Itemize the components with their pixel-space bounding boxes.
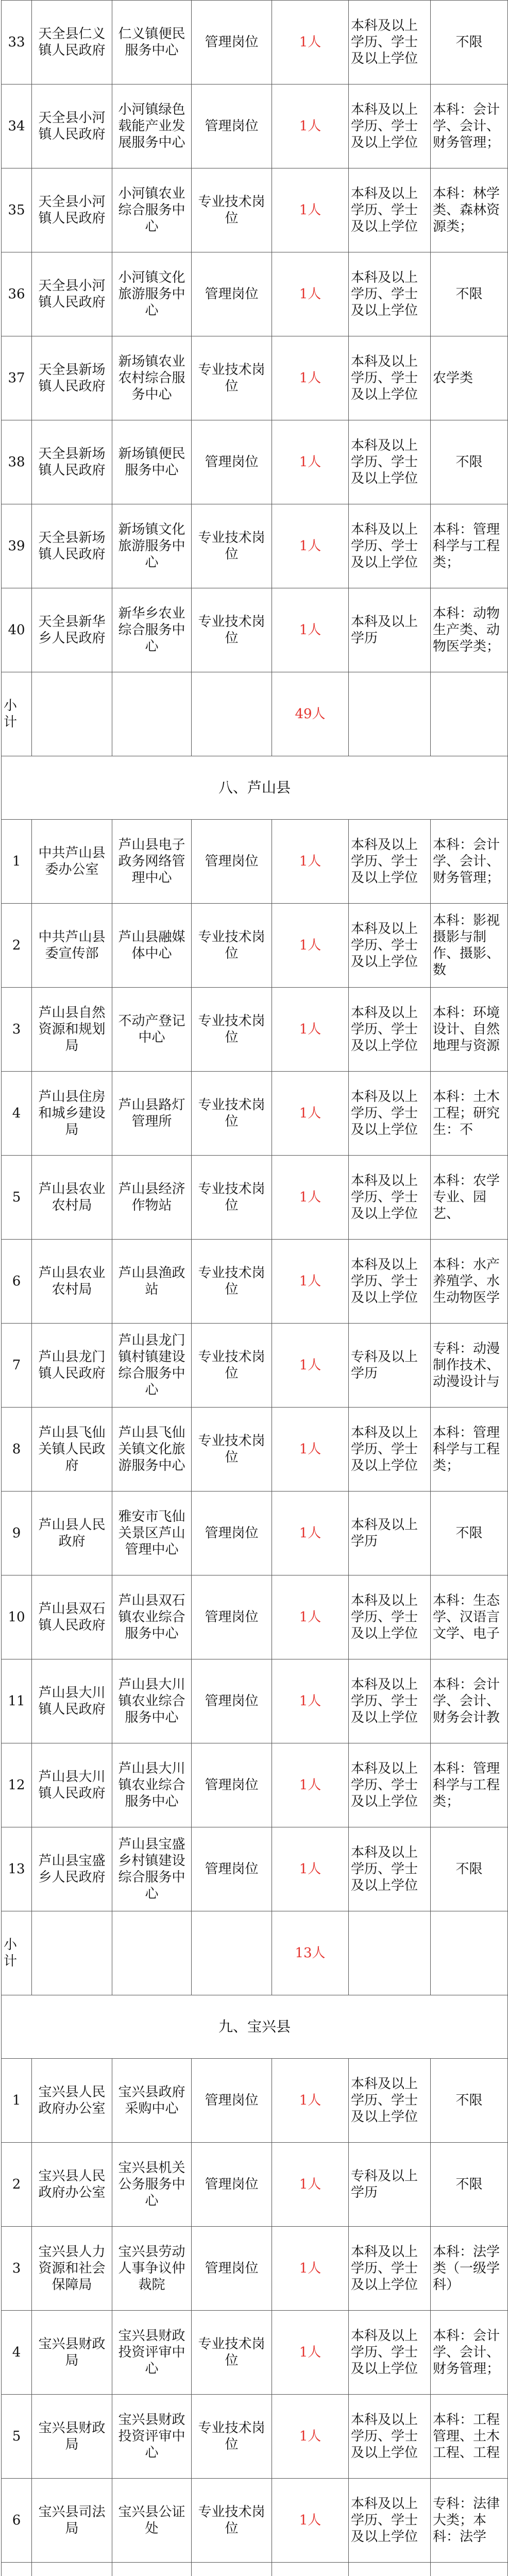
hire-count: 1人 [272,1072,349,1156]
post-type: 专业技术岗位 [192,988,272,1072]
table-row [2,2311,508,2395]
post-type: 管理岗位 [192,1743,272,1827]
hire-count: 1人 [272,588,349,672]
table-row [2,1156,508,1240]
education-requirement: 本科及以上学历、学士及以上学位 [349,336,431,420]
major-requirement: 本科：动物生产类、动物医学类； [431,588,508,672]
institution-name: 芦山县飞仙关镇文化旅游服务中心 [112,1408,192,1492]
major-requirement: 不限 [431,2143,508,2227]
section-heading-row [2,756,508,820]
subtotal-label: 小计 [2,672,32,756]
post-type: 管理岗位 [192,84,272,168]
institution-name: 小河镇绿色载能产业发展服务中心 [112,84,192,168]
education-requirement: 本科及以上学历、学士及以上学位 [349,2227,431,2311]
table-row [2,2143,508,2227]
table-row [2,504,508,588]
empty-cell [32,1911,112,1995]
hire-count: 1人 [272,1156,349,1240]
post-type: 专业技术岗位 [192,588,272,672]
table-row [2,1827,508,1911]
post-type: 专业技术岗位 [192,2479,272,2563]
hiring-unit: 芦山县农业农村局 [32,1240,112,1324]
empty-cell [192,672,272,756]
hire-count: 1人 [272,1492,349,1575]
institution-name: 芦山县经济作物站 [112,1156,192,1240]
table-row [2,1072,508,1156]
post-type: 专业技术岗位 [192,168,272,252]
hire-count: 1人 [272,2311,349,2395]
table-row [2,420,508,504]
row-index: 34 [2,84,32,168]
hire-count: 1人 [272,336,349,420]
hire-count: 1人 [272,904,349,988]
education-requirement: 专科及以上学历 [349,1324,431,1408]
post-type: 专业技术岗位 [192,2311,272,2395]
row-index: 7 [2,1324,32,1408]
education-requirement: 本科及以上学历、学士及以上学位 [349,2059,431,2143]
row-index: 2 [2,2143,32,2227]
major-requirement: 本科：林学类、森林资源类； [431,168,508,252]
education-requirement: 本科及以上学历、学士及以上学位 [349,904,431,988]
post-type: 管理岗位 [192,1659,272,1743]
hire-count: 1人 [272,1827,349,1911]
hiring-unit: 天全县新场镇人民政府 [32,420,112,504]
major-requirement: 不限 [431,1492,508,1575]
table-row [2,820,508,904]
row-index: 38 [2,420,32,504]
major-requirement: 不限 [431,1827,508,1911]
major-requirement: 本科：工程管理、土木工程、工程 [431,2395,508,2479]
hire-count: 1人 [272,168,349,252]
institution-name: 芦山县大川镇农业综合服务中心 [112,1743,192,1827]
row-index: 6 [2,1240,32,1324]
hiring-unit: 芦山县住房和城乡建设局 [32,1072,112,1156]
education-requirement: 本科及以上学历、学士及以上学位 [349,1827,431,1911]
education-requirement: 本科及以上学历、学士及以上学位 [349,84,431,168]
subtotal-label: 小计 [2,1911,32,1995]
institution-name: 仁义镇便民服务中心 [112,1,192,84]
major-requirement: 本科：土木工程；研究生：不 [431,1072,508,1156]
empty-cell [431,672,508,756]
major-requirement: 不限 [431,2059,508,2143]
major-requirement: 本科：农学专业、园艺、 [431,1156,508,1240]
hire-count: 1人 [272,504,349,588]
hire-count [272,2563,349,2576]
major-requirement: 不限 [431,252,508,336]
education-requirement: 本科及以上学历、学士及以上学位 [349,1743,431,1827]
institution-name: 新场镇便民服务中心 [112,420,192,504]
major-requirement: 本科：管理科学与工程类； [431,1743,508,1827]
hire-count: 1人 [272,2059,349,2143]
education-requirement: 本科及以上学历、学士及以上学位 [349,2479,431,2563]
hiring-unit: 芦山县大川镇人民政府 [32,1743,112,1827]
post-type: 管理岗位 [192,2059,272,2143]
major-requirement: 本科：会计学、会计、财务管理； [431,84,508,168]
post-type: 管理岗位 [192,420,272,504]
recruitment-table-body [2,1,508,2576]
education-requirement: 专科及以上学历 [349,2143,431,2227]
post-type: 管理岗位 [192,1492,272,1575]
section-heading-row [2,1995,508,2059]
hiring-unit: 天全县新场镇人民政府 [32,504,112,588]
education-requirement: 本科及以上学历、学士及以上学位 [349,2395,431,2479]
major-requirement: 本科：水产养殖学、水生动物医学 [431,1240,508,1324]
row-index [2,2563,32,2576]
major-requirement: 专科：法律大类；本科：法学 [431,2479,508,2563]
table-row [2,1408,508,1492]
row-index: 40 [2,588,32,672]
row-index: 35 [2,168,32,252]
row-index: 1 [2,2059,32,2143]
post-type: 管理岗位 [192,2143,272,2227]
major-requirement: 不限 [431,1,508,84]
major-requirement [431,2563,508,2576]
hire-count: 1人 [272,1324,349,1408]
empty-cell [32,672,112,756]
post-type: 管理岗位 [192,1,272,84]
institution-name: 芦山县路灯管理所 [112,1072,192,1156]
hiring-unit: 宝兴县财政局 [32,2395,112,2479]
education-requirement: 本科及以上学历、学士及以上学位 [349,1156,431,1240]
subtotal-value: 49人 [272,672,349,756]
post-type: 专业技术岗位 [192,2395,272,2479]
row-index: 6 [2,2479,32,2563]
hire-count: 1人 [272,2143,349,2227]
institution-name: 不动产登记中心 [112,988,192,1072]
education-requirement: 本科及以上学历、学士及以上学位 [349,2311,431,2395]
hiring-unit: 宝兴县人民政府办公室 [32,2143,112,2227]
hiring-unit: 芦山县龙门镇人民政府 [32,1324,112,1408]
hire-count: 1人 [272,1659,349,1743]
institution-name: 小河镇农业综合服务中心 [112,168,192,252]
hiring-unit: 芦山县宝盛乡人民政府 [32,1827,112,1911]
education-requirement: 本科及以上学历、学士及以上学位 [349,1240,431,1324]
row-index: 10 [2,1575,32,1659]
post-type: 专业技术岗位 [192,504,272,588]
major-requirement: 本科：影视摄影与制作、摄影、数 [431,904,508,988]
education-requirement: 本科及以上学历、学士及以上学位 [349,1072,431,1156]
post-type: 专业技术岗位 [192,1156,272,1240]
post-type: 专业技术岗位 [192,1408,272,1492]
institution-name: 宝兴县劳动人事争议仲裁院 [112,2227,192,2311]
hiring-unit: 宝兴县人力资源和社会保障局 [32,2227,112,2311]
hire-count: 1人 [272,84,349,168]
row-index: 3 [2,988,32,1072]
post-type: 专业技术岗位 [192,1072,272,1156]
major-requirement: 专科：动漫制作技术、动漫设计与 [431,1324,508,1408]
major-requirement: 本科：法学类（一级学科） [431,2227,508,2311]
hire-count: 1人 [272,420,349,504]
hiring-unit: 中共芦山县委办公室 [32,820,112,904]
hiring-unit: 天全县仁义镇人民政府 [32,1,112,84]
hire-count: 1人 [272,2395,349,2479]
hiring-unit: 天全县新华乡人民政府 [32,588,112,672]
hiring-unit: 天全县小河镇人民政府 [32,252,112,336]
row-index: 13 [2,1827,32,1911]
hire-count: 1人 [272,988,349,1072]
table-row [2,336,508,420]
table-row [2,1743,508,1827]
education-requirement: 本科及以上学历、学士及以上学位 [349,988,431,1072]
table-row [2,2563,508,2576]
major-requirement: 不限 [431,420,508,504]
post-type: 管理岗位 [192,820,272,904]
row-index: 37 [2,336,32,420]
education-requirement: 本科及以上学历、学士及以上学位 [349,504,431,588]
institution-name: 芦山县电子政务网络管理中心 [112,820,192,904]
table-row [2,1240,508,1324]
hiring-unit: 天全县新场镇人民政府 [32,336,112,420]
major-requirement: 本科：生态学、汉语言文学、电子 [431,1575,508,1659]
major-requirement: 本科：会计学、会计、财务会计教 [431,1659,508,1743]
table-row [2,84,508,168]
table-row [2,1324,508,1408]
hiring-unit: 芦山县农业农村局 [32,1156,112,1240]
row-index: 36 [2,252,32,336]
row-index: 4 [2,2311,32,2395]
table-row [2,2227,508,2311]
row-index: 33 [2,1,32,84]
institution-name: 芦山县龙门镇村镇建设综合服务中心 [112,1324,192,1408]
education-requirement: 本科及以上学历、学士及以上学位 [349,168,431,252]
table-row [2,988,508,1072]
row-index: 11 [2,1659,32,1743]
row-index: 5 [2,2395,32,2479]
hiring-unit: 芦山县双石镇人民政府 [32,1575,112,1659]
hire-count: 1人 [272,1240,349,1324]
table-row [2,1,508,84]
hire-count: 1人 [272,252,349,336]
table-row [2,1659,508,1743]
empty-cell [192,1911,272,1995]
institution-name [112,2563,192,2576]
institution-name: 新场镇农业农村综合服务中心 [112,336,192,420]
major-requirement: 本科：会计学、会计、财务管理； [431,2311,508,2395]
institution-name: 宝兴县财政投资评审中心 [112,2395,192,2479]
recruitment-table [1,0,508,2576]
education-requirement: 本科及以上学历、学士及以上学位 [349,420,431,504]
major-requirement: 本科：管理科学与工程类； [431,504,508,588]
table-row [2,2395,508,2479]
hiring-unit: 宝兴县人民政府办公室 [32,2059,112,2143]
major-requirement: 本科：会计学、会计、财务管理； [431,820,508,904]
subtotal-value: 13人 [272,1911,349,1995]
section-heading: 九、宝兴县 [2,1995,508,2059]
hire-count: 1人 [272,1,349,84]
row-index: 2 [2,904,32,988]
institution-name: 小河镇文化旅游服务中心 [112,252,192,336]
table-row [2,2059,508,2143]
institution-name: 新华乡农业综合服务中心 [112,588,192,672]
post-type: 专业技术岗位 [192,336,272,420]
institution-name: 芦山县双石镇农业综合服务中心 [112,1575,192,1659]
table-row [2,1575,508,1659]
institution-name: 宝兴县财政投资评审中心 [112,2311,192,2395]
subtotal-row [2,1911,508,1995]
education-requirement: 本科及以上学历、学士及以上学位 [349,1,431,84]
post-type: 专业技术岗位 [192,1324,272,1408]
hiring-unit [32,2563,112,2576]
institution-name: 芦山县渔政站 [112,1240,192,1324]
empty-cell [349,1911,431,1995]
major-requirement: 本科：环境设计、自然地理与资源 [431,988,508,1072]
row-index: 8 [2,1408,32,1492]
row-index: 1 [2,820,32,904]
row-index: 12 [2,1743,32,1827]
institution-name: 芦山县宝盛乡村镇建设综合服务中心 [112,1827,192,1911]
post-type: 专业技术岗位 [192,1240,272,1324]
post-type: 管理岗位 [192,252,272,336]
hiring-unit: 宝兴县司法局 [32,2479,112,2563]
hire-count: 1人 [272,2479,349,2563]
row-index: 5 [2,1156,32,1240]
hiring-unit: 宝兴县财政局 [32,2311,112,2395]
hiring-unit: 天全县小河镇人民政府 [32,84,112,168]
institution-name: 雅安市飞仙关景区芦山管理中心 [112,1492,192,1575]
table-row [2,588,508,672]
empty-cell [112,672,192,756]
institution-name: 宝兴县机关公务服务中心 [112,2143,192,2227]
education-requirement [349,2563,431,2576]
table-row [2,2479,508,2563]
education-requirement: 本科及以上学历、学士及以上学位 [349,1659,431,1743]
hiring-unit: 芦山县飞仙关镇人民政府 [32,1408,112,1492]
education-requirement: 本科及以上学历、学士及以上学位 [349,252,431,336]
hiring-unit: 芦山县人民政府 [32,1492,112,1575]
hiring-unit: 芦山县大川镇人民政府 [32,1659,112,1743]
post-type: 专业技术岗位 [192,904,272,988]
empty-cell [349,672,431,756]
institution-name: 芦山县大川镇农业综合服务中心 [112,1659,192,1743]
row-index: 9 [2,1492,32,1575]
hire-count: 1人 [272,1743,349,1827]
post-type: 管理岗位 [192,1575,272,1659]
table-row [2,252,508,336]
education-requirement: 本科及以上学历、学士及以上学位 [349,820,431,904]
education-requirement: 本科及以上学历 [349,588,431,672]
post-type [192,2563,272,2576]
education-requirement: 本科及以上学历、学士及以上学位 [349,1575,431,1659]
hire-count: 1人 [272,820,349,904]
post-type: 管理岗位 [192,1827,272,1911]
empty-cell [112,1911,192,1995]
hiring-unit: 中共芦山县委宣传部 [32,904,112,988]
table-row [2,168,508,252]
table-row [2,904,508,988]
hire-count: 1人 [272,2227,349,2311]
hire-count: 1人 [272,1575,349,1659]
post-type: 管理岗位 [192,2227,272,2311]
section-heading: 八、芦山县 [2,756,508,820]
row-index: 3 [2,2227,32,2311]
major-requirement: 本科：管理科学与工程类； [431,1408,508,1492]
education-requirement: 本科及以上学历 [349,1492,431,1575]
institution-name: 宝兴县公证处 [112,2479,192,2563]
table-row [2,1492,508,1575]
institution-name: 宝兴县政府采购中心 [112,2059,192,2143]
empty-cell [431,1911,508,1995]
major-requirement: 农学类 [431,336,508,420]
row-index: 39 [2,504,32,588]
institution-name: 新场镇文化旅游服务中心 [112,504,192,588]
institution-name: 芦山县融媒体中心 [112,904,192,988]
hire-count: 1人 [272,1408,349,1492]
education-requirement: 本科及以上学历、学士及以上学位 [349,1408,431,1492]
hiring-unit: 天全县小河镇人民政府 [32,168,112,252]
subtotal-row [2,672,508,756]
row-index: 4 [2,1072,32,1156]
hiring-unit: 芦山县自然资源和规划局 [32,988,112,1072]
